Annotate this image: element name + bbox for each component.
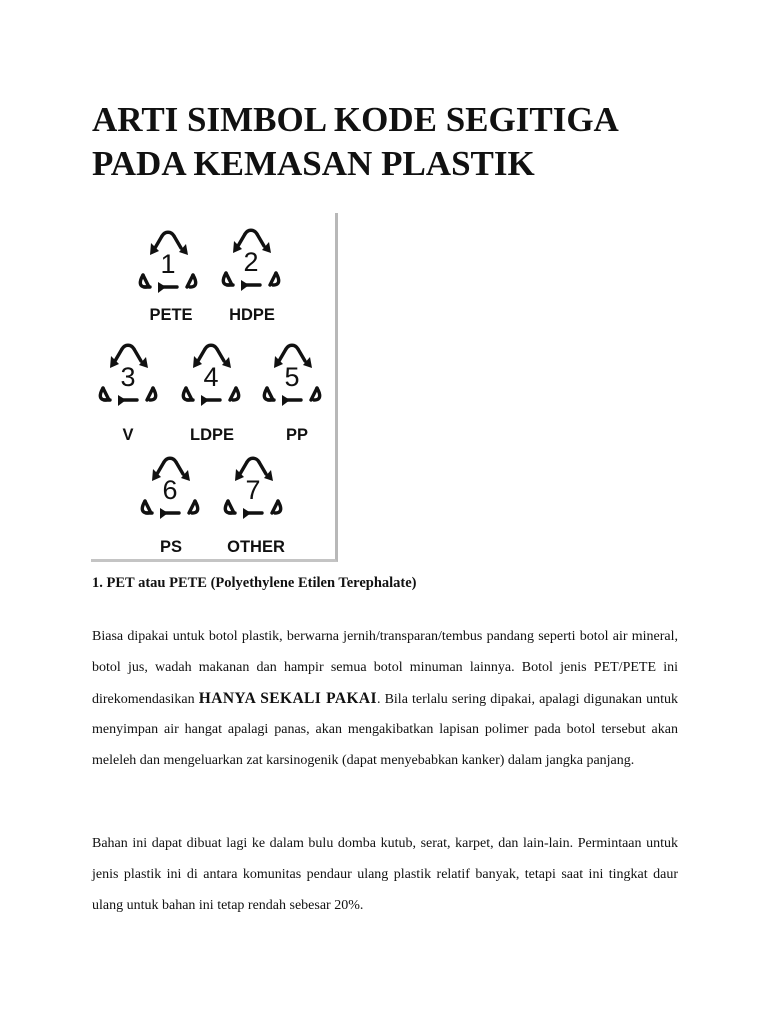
recycle-code-2-label: HDPE — [229, 306, 275, 324]
recycle-code-6-label: PS — [159, 538, 183, 556]
recycle-code-2-number: 2 — [243, 247, 259, 277]
recycle-code-4 — [183, 345, 238, 444]
recycling-codes-svg — [91, 213, 335, 559]
recycle-code-7 — [225, 458, 285, 556]
recycle-code-3-label: V — [122, 426, 134, 444]
recycle-code-4-label: LDPE — [189, 426, 235, 444]
recycle-code-1 — [140, 232, 195, 324]
paragraph-pete-usage-text-2: . Bila terlalu sering dipakai, apalagi digunakan untuk menyimpan air hangat apalagi panas, akan mengakibatkan lapisan polimer pada botol tersebut akan meleleh dan mengeluarkan zat karsinogenik (dapat menyebabkan kanker) dalam jangka panjang. — [92, 691, 679, 769]
page-title — [92, 98, 712, 186]
recycle-code-6-number: 6 — [162, 475, 178, 505]
recycle-code-4-number: 4 — [203, 362, 219, 392]
recycle-code-7-label: OTHER — [227, 538, 285, 556]
recycle-code-6 — [142, 458, 197, 556]
title-line-1: ARTI SIMBOL KODE SEGITIGA — [92, 100, 619, 139]
recycle-code-5-number: 5 — [284, 362, 300, 392]
paragraph-pete-recycling: Bahan ini dapat dibuat lagi ke dalam bulu domba kutub, serat, karpet, dan lain-lain. Permintaan untuk jenis plastik ini di antara komunitas pendaur ulang plastik relatif banyak, tetapi saat ini tingkat daur ulang untuk bahan ini tetap rendah sebesar 20%. — [92, 836, 678, 913]
recycle-code-3 — [100, 345, 155, 444]
recycle-code-7-number: 7 — [245, 475, 261, 505]
recycle-code-5 — [264, 345, 319, 444]
recycle-code-3-number: 3 — [120, 362, 136, 392]
title-line-2: PADA KEMASAN PLASTIK — [92, 144, 535, 183]
recycle-code-1-label: PETE — [149, 306, 193, 324]
recycle-code-1-number: 1 — [160, 249, 176, 279]
section-heading-pete: 1. PET atau PETE (Polyethylene Etilen Terephalate) — [92, 575, 417, 591]
recycle-code-2 — [223, 230, 278, 324]
recycling-codes-figure — [91, 213, 338, 562]
single-use-emphasis: HANYA SEKALI PAKAI — [198, 689, 377, 707]
recycle-code-5-label: PP — [285, 426, 309, 444]
paragraph-pete-usage — [92, 622, 678, 777]
paragraph-pete-usage-text-1: Biasa dipakai untuk botol plastik, berwarna jernih/transparan/tembus pandang seperti botol air mineral, botol jus, wadah makanan dan hampir semua botol minuman lainnya. Botol jenis PET/PETE ini direkomendasikan — [92, 629, 678, 707]
